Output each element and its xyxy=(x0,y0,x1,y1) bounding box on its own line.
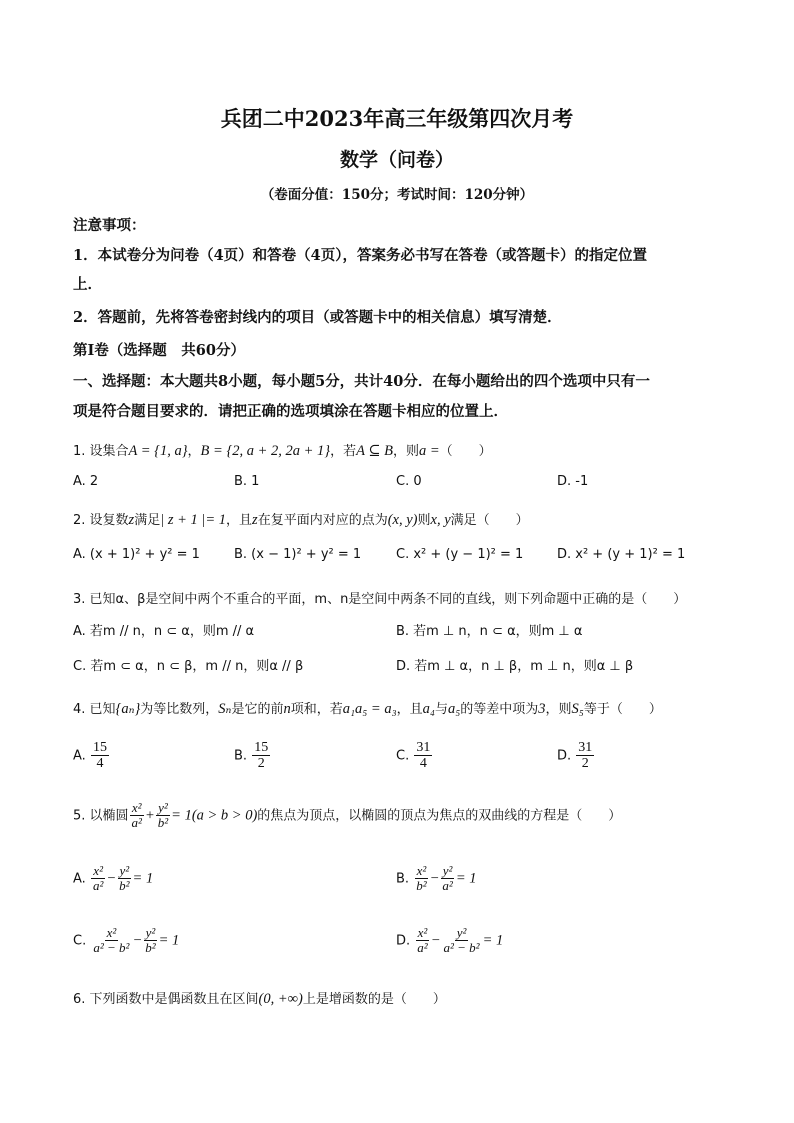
q4-option-a-num: 15 xyxy=(92,740,107,755)
q6-interval: (0, +∞) xyxy=(258,991,303,1007)
q2-option-b: B. (x − 1)² + y² = 1 xyxy=(234,547,362,562)
q5-frac-1-den: a² xyxy=(131,815,142,831)
q5-a-d1: a² xyxy=(92,878,104,894)
q4-text-2: 为等比数列， xyxy=(140,702,219,717)
q5-d-d2: a² − b² xyxy=(443,940,480,956)
q4-a4: a₄ xyxy=(422,701,435,717)
q3-option-a: A. 若m // n，n ⊂ α，则m // α xyxy=(73,624,255,639)
q1-option-d: D. -1 xyxy=(557,474,589,489)
question-5 xyxy=(73,801,621,831)
q1-option-c: C. 0 xyxy=(396,474,422,489)
q5-d-rhs: = 1 xyxy=(482,932,504,949)
q4-text-5: ，且 xyxy=(396,702,423,717)
q5-option-d xyxy=(396,926,503,956)
q4-text-9: 等于（ ） xyxy=(583,702,662,717)
q1-text-2: ， xyxy=(187,444,201,459)
q2-text-6: 满足（ ） xyxy=(450,513,529,528)
q6-text-1: 6. 下列函数中是偶函数且在区间 xyxy=(73,992,259,1007)
q5-option-d-frac-2 xyxy=(442,926,482,956)
question-3: 3. 已知α、β是空间中两个不重合的平面，m、n是空间中两条不同的直线，则下列命题中正确的是（ ） xyxy=(73,592,687,607)
q4-option-d-frac xyxy=(576,740,594,772)
q4-option-d-num: 31 xyxy=(578,740,593,755)
q5-frac-1 xyxy=(130,801,144,831)
q2-z: z xyxy=(128,512,135,528)
q5-a-n1: x² xyxy=(93,863,103,878)
q3-option-b: B. 若m ⊥ n，n ⊂ α，则m ⊥ α xyxy=(396,624,583,639)
q4-option-a-label: A. xyxy=(73,748,86,764)
q1-text-4: ，则 xyxy=(392,444,419,459)
q5-c-op: − xyxy=(132,932,143,949)
question-6 xyxy=(73,988,446,1008)
q5-b-rhs: = 1 xyxy=(455,870,477,887)
notes-item-2: 2．答题前，先将答卷密封线内的项目（或答题卡中的相关信息）填写清楚． xyxy=(73,309,562,326)
section-1-line-1: 一、选择题：本大题共8小题，每小题5分，共计40分．在每小题给出的四个选项中只有一 xyxy=(73,373,650,390)
q5-option-d-label: D. xyxy=(396,933,411,949)
q5-option-b xyxy=(396,864,476,894)
q4-option-c xyxy=(396,740,433,772)
q4-option-b-label: B. xyxy=(234,748,248,764)
q2-text-2: 满足 xyxy=(134,513,161,528)
q5-d-n1: x² xyxy=(417,925,428,940)
q5-frac-2-num: y² xyxy=(158,800,168,815)
q1-set-b: B = {2, a + 2, 2a + 1} xyxy=(200,443,331,459)
q5-a-n2: y² xyxy=(119,863,130,878)
q5-frac-1-num: x² xyxy=(131,800,142,815)
exam-title: 兵团二中2023年高三年级第四次月考 xyxy=(220,106,574,131)
q2-option-d: D. x² + (y + 1)² = 1 xyxy=(557,547,686,562)
q4-option-d xyxy=(557,740,595,772)
q4-option-c-den: 4 xyxy=(419,756,427,772)
q5-frac-2 xyxy=(156,801,170,831)
q5-option-a-frac-2 xyxy=(117,864,131,894)
q5-d-d1: a² xyxy=(417,940,428,956)
q4-option-d-den: 2 xyxy=(581,756,589,772)
q2-option-a: A. (x + 1)² + y² = 1 xyxy=(73,547,200,562)
q4-text-1: 4. 已知 xyxy=(73,702,116,717)
q2-xy: x, y xyxy=(430,512,451,528)
q2-z-2: z xyxy=(252,512,258,528)
q5-c-n1: x² xyxy=(106,925,117,940)
q5-option-b-label: B. xyxy=(396,871,410,887)
notes-heading: 注意事项： xyxy=(73,217,146,234)
q1-option-b: B. 1 xyxy=(234,474,260,489)
q2-point: (x, y) xyxy=(387,512,418,528)
q5-plus: + xyxy=(144,807,155,824)
q1-text-5: （ ） xyxy=(439,444,492,459)
q5-c-rhs: = 1 xyxy=(158,932,180,949)
q1-a-eq: a = xyxy=(419,443,440,459)
q4-option-a-den: 4 xyxy=(96,756,104,772)
q5-b-n2: y² xyxy=(442,863,453,878)
q4-sn: Sₙ xyxy=(218,701,232,717)
part-1-heading: 第Ⅰ卷（选择题 共60分） xyxy=(73,342,245,359)
q5-text-1: 5. 以椭圆 xyxy=(73,808,129,824)
question-2 xyxy=(73,509,529,529)
question-4 xyxy=(73,698,662,718)
q2-option-c: C. x² + (y − 1)² = 1 xyxy=(396,547,524,562)
q4-option-c-label: C. xyxy=(396,748,410,764)
q5-text-2: 的焦点为顶点，以椭圆的顶点为焦点的双曲线的方程是（ ） xyxy=(257,808,622,824)
q2-text-3: ，且 xyxy=(226,513,253,528)
q4-three: 3 xyxy=(538,701,546,717)
q5-cond: = 1(a > b > 0) xyxy=(171,807,258,824)
q4-seq: {aₙ} xyxy=(115,701,141,717)
exam-meta: （卷面分值：150分；考试时间：120分钟） xyxy=(260,187,534,203)
q4-s5: S₅ xyxy=(571,701,584,717)
q1-subset: A ⊆ B xyxy=(356,443,393,459)
q4-text-6: 与 xyxy=(434,702,448,717)
q5-option-d-frac-1 xyxy=(415,926,429,956)
exam-subtitle: 数学（问卷） xyxy=(339,149,454,171)
q4-n: n xyxy=(283,701,291,717)
q4-option-b-num: 15 xyxy=(254,740,269,755)
q1-option-a: A. 2 xyxy=(73,474,99,489)
q4-a5: a₅ xyxy=(447,701,461,717)
q5-option-a-frac-1 xyxy=(91,864,105,894)
q5-b-d1: b² xyxy=(416,878,427,894)
q5-d-n2: y² xyxy=(456,925,467,940)
q4-option-b-frac xyxy=(252,740,270,772)
q4-option-d-label: D. xyxy=(557,748,572,764)
q5-c-n2: y² xyxy=(145,925,156,940)
q4-cond: a₁a₅ = a₃ xyxy=(342,701,397,717)
q5-a-rhs: = 1 xyxy=(132,870,154,887)
q5-a-d2: b² xyxy=(119,878,130,894)
q5-b-op: − xyxy=(429,870,440,887)
q5-c-d1: a² − b² xyxy=(93,940,130,956)
q2-text-5: 则 xyxy=(417,513,431,528)
q1-text-1: 1. 设集合 xyxy=(73,444,129,459)
q4-text-3: 是它的前 xyxy=(231,702,284,717)
q5-d-op: − xyxy=(430,932,441,949)
q5-option-b-frac-1 xyxy=(414,864,428,894)
q5-option-c-label: C. xyxy=(73,933,87,949)
q5-option-c-frac-2 xyxy=(143,926,157,956)
q4-text-4: 项和，若 xyxy=(290,702,343,717)
q5-frac-2-den: b² xyxy=(157,815,169,831)
q5-c-d2: b² xyxy=(145,940,156,956)
q5-option-c-frac-1 xyxy=(91,926,131,956)
q4-text-7: 的等差中项为 xyxy=(460,702,539,717)
q4-option-c-frac xyxy=(414,740,432,772)
question-1 xyxy=(73,440,492,460)
q4-option-a-frac xyxy=(91,740,109,772)
q5-option-c xyxy=(73,926,179,956)
q5-option-a xyxy=(73,864,153,894)
q5-b-d2: a² xyxy=(442,878,453,894)
q1-text-3: ，若 xyxy=(330,444,357,459)
q2-text-4: 在复平面内对应的点为 xyxy=(257,513,388,528)
q5-option-b-frac-2 xyxy=(440,864,454,894)
q5-option-a-label: A. xyxy=(73,871,86,887)
notes-item-1-line-1: 1．本试卷分为问卷（4页）和答卷（4页），答案务必书写在答卷（或答题卡）的指定位置 xyxy=(73,247,648,264)
notes-item-1-line-2: 上． xyxy=(73,276,102,293)
q4-option-b xyxy=(234,740,271,772)
q2-abs: | z + 1 |= 1 xyxy=(160,512,227,528)
q3-option-d: D. 若m ⊥ α，n ⊥ β，m ⊥ n，则α ⊥ β xyxy=(396,659,634,674)
q4-text-8: ，则 xyxy=(545,702,572,717)
q3-option-c: C. 若m ⊂ α，n ⊂ β，m // n，则α // β xyxy=(73,659,304,674)
q4-option-c-num: 31 xyxy=(416,740,431,755)
q1-set-a: A = {1, a} xyxy=(128,443,188,459)
q4-option-a xyxy=(73,740,110,772)
q2-text-1: 2. 设复数 xyxy=(73,513,129,528)
q4-option-b-den: 2 xyxy=(257,756,265,772)
q6-text-2: 上是增函数的是（ ） xyxy=(302,992,446,1007)
q5-b-n1: x² xyxy=(416,863,427,878)
q5-a-op: − xyxy=(106,870,117,887)
section-1-line-2: 项是符合题目要求的．请把正确的选项填涂在答题卡相应的位置上． xyxy=(73,403,508,420)
